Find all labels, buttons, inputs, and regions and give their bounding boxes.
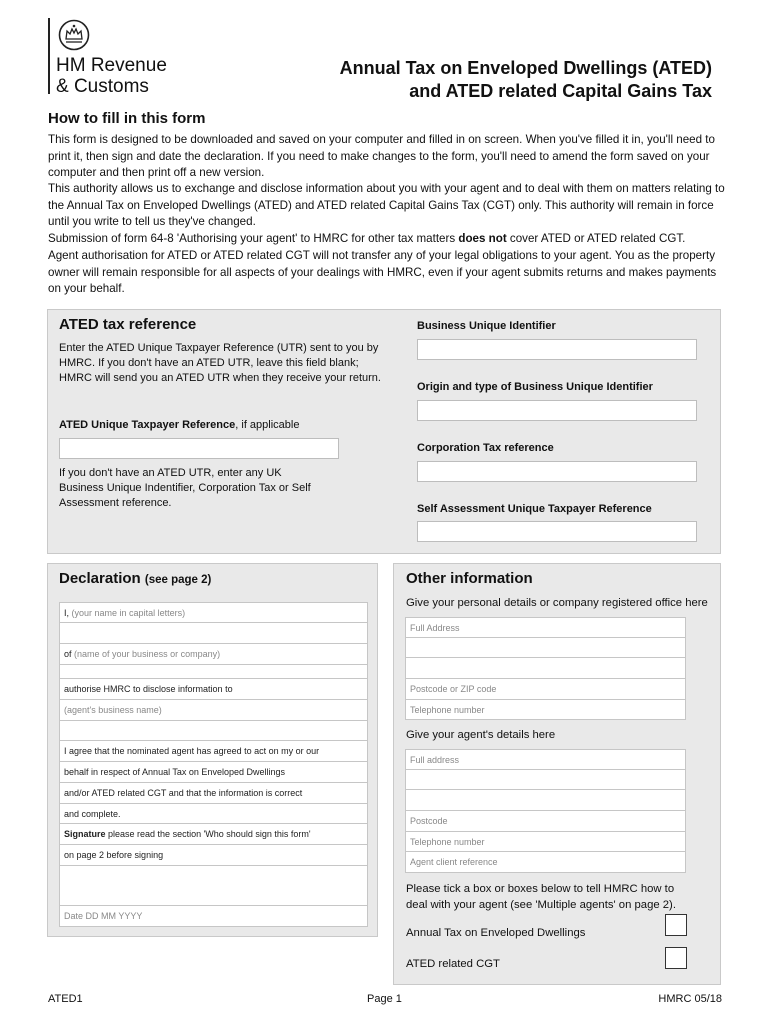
signature-label: Signature please read the section 'Who should sign this form' (59, 824, 368, 845)
form-title-line2: and ATED related Capital Gains Tax (409, 81, 712, 101)
corporation-tax-input[interactable] (417, 461, 697, 482)
agent-telephone-field[interactable]: Telephone number (405, 832, 686, 852)
agent-postcode-field[interactable]: Postcode (405, 811, 686, 832)
business-name-field-line2[interactable] (59, 665, 368, 679)
intro-paragraph-2: This authority allows us to exchange and disclose information about you with your agent and to deal with them on matters relating to the Annual Tax on Enveloped Dwellings (ATED) and ATED related Capital Gains Tax (CGT) only. This authority will remain in force until you write to tell us they've changed. (48, 182, 725, 228)
declaration-heading: Declaration (see page 2) (59, 570, 212, 587)
business-name-field[interactable]: of (name of your business or company) (59, 644, 368, 665)
origin-type-label: Origin and type of Business Unique Identifier (417, 381, 653, 393)
agent-business-name-field-line2[interactable] (59, 721, 368, 741)
declarant-name-field[interactable]: I, (your name in capital letters) (59, 602, 368, 623)
agent-full-address-field[interactable]: Full address (405, 749, 686, 770)
page-number: Page 1 (367, 993, 402, 1005)
agreement-line-3: and/or ATED related CGT and that the information is correct (59, 783, 368, 804)
tick-ated-checkbox[interactable] (665, 914, 687, 936)
ated-utr-input[interactable] (59, 438, 339, 459)
agreement-line-4: and complete. (59, 804, 368, 824)
ated-reference-description: Enter the ATED Unique Taxpayer Reference (UTR) sent to you by HMRC. If you don't have an ATED UTR, leave this field blank; HMRC will send you an ATED UTR when they receive your return. (59, 342, 381, 384)
personal-address-line-3[interactable] (405, 658, 686, 679)
business-unique-identifier-label: Business Unique Identifier (417, 320, 556, 332)
tick-cgt-checkbox[interactable] (665, 947, 687, 969)
personal-details-intro: Give your personal details or company registered office here (406, 597, 708, 609)
authorise-text: authorise HMRC to disclose information to (59, 679, 368, 700)
agent-details-intro: Give your agent's details here (406, 729, 556, 741)
ated-utr-label: ATED Unique Taxpayer Reference, if applicable (59, 419, 300, 431)
agreement-line-1: I agree that the nominated agent has agreed to act on my or our (59, 741, 368, 762)
form-code: ATED1 (48, 993, 83, 1005)
agent-address-line-3[interactable] (405, 790, 686, 811)
declarant-name-field-line2[interactable] (59, 623, 368, 644)
corporation-tax-label: Corporation Tax reference (417, 442, 554, 454)
self-assessment-utr-input[interactable] (417, 521, 697, 542)
signature-label-line2: on page 2 before signing (59, 845, 368, 866)
personal-telephone-field[interactable]: Telephone number (405, 700, 686, 720)
logo-bar (48, 18, 50, 94)
ated-utr-note: If you don't have an ATED UTR, enter any UK Business Unique Indentifier, Corporation Tax or Self Assessment reference. (59, 467, 311, 509)
business-unique-identifier-input[interactable] (417, 339, 697, 360)
agreement-line-2: behalf in respect of Annual Tax on Enveloped Dwellings (59, 762, 368, 783)
form-title-line1: Annual Tax on Enveloped Dwellings (ATED) (339, 58, 712, 78)
intro-paragraph-1: This form is designed to be downloaded and saved on your computer and filled in on screen. When you've filled it in, you'll need to print it, then sign and date the declaration. If you need to make changes to the form, you'll need to amend the form saved on your computer and then print off a new version. (48, 133, 715, 179)
intro-paragraph-3: Submission of form 64-8 'Authorising your agent' to HMRC for other tax matters does not cover ATED or ATED related CGT. (48, 232, 686, 245)
how-to-fill-heading: How to fill in this form (48, 110, 206, 127)
form-version: HMRC 05/18 (658, 993, 722, 1005)
org-name-line2: & Customs (56, 76, 149, 97)
org-name-line1: HM Revenue (56, 55, 167, 76)
personal-postcode-field[interactable]: Postcode or ZIP code (405, 679, 686, 700)
agent-client-reference-field[interactable]: Agent client reference (405, 852, 686, 873)
ated-reference-heading: ATED tax reference (59, 316, 197, 333)
personal-address-line-2[interactable] (405, 638, 686, 658)
intro-paragraph-4: Agent authorisation for ATED or ATED related CGT will not transfer any of your legal obligations to your agent. You as the property owner will remain responsible for all aspects of your dealings with HMRC, even if your agent submits returns and makes payments on your behalf. (48, 249, 717, 295)
personal-full-address-field[interactable]: Full Address (405, 617, 686, 638)
tick-option-cgt-label: ATED related CGT (406, 958, 500, 970)
agent-business-name-field[interactable]: (agent's business name) (59, 700, 368, 721)
self-assessment-utr-label: Self Assessment Unique Taxpayer Reference (417, 503, 652, 515)
other-information-heading: Other information (406, 570, 533, 587)
signature-field[interactable] (59, 866, 368, 906)
agent-address-line-2[interactable] (405, 770, 686, 790)
tick-box-intro: Please tick a box or boxes below to tell HMRC how to deal with your agent (see 'Multiple agents' on page 2). (406, 883, 676, 911)
royal-crest-icon (58, 18, 90, 52)
origin-type-input[interactable] (417, 400, 697, 421)
tick-option-ated-label: Annual Tax on Enveloped Dwellings (406, 927, 586, 939)
date-field[interactable]: Date DD MM YYYY (59, 906, 368, 927)
